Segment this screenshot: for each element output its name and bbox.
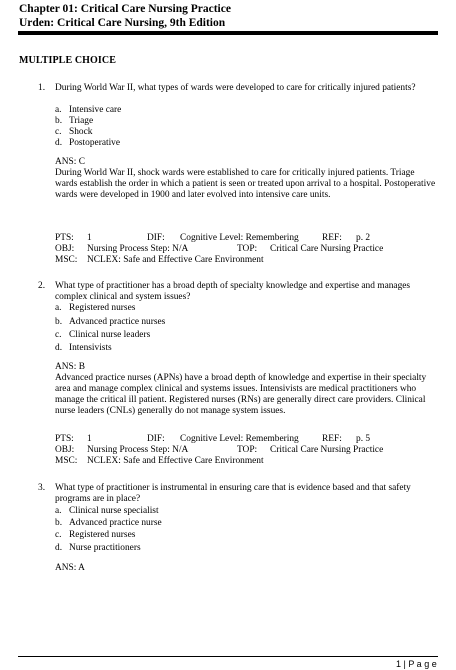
option-letter: a.	[55, 303, 62, 313]
option-text: Advanced practice nurse	[69, 518, 162, 528]
top-label: TOP:	[237, 445, 258, 455]
option-b	[55, 116, 93, 127]
ref-value: p. 5	[356, 434, 371, 444]
option-d	[55, 343, 112, 354]
question-number: 1.	[38, 83, 46, 93]
page-number: 1 | P a g e	[396, 659, 437, 669]
rationale: During World War II, shock wards were established to care for critically injured patients. Triage wards establish the order in which a patient is seen or treated upon arrival to a hospital. Postoperative wards were developed in 1900 and later evolved into intensive care units.	[55, 168, 436, 200]
ref-label: REF:	[322, 434, 342, 444]
option-c	[55, 127, 92, 138]
option-text: Clinical nurse specialist	[69, 506, 159, 516]
top-label: TOP:	[237, 244, 258, 254]
option-letter: d.	[55, 543, 63, 553]
option-text: Clinical nurse leaders	[69, 330, 151, 340]
option-letter: c.	[55, 127, 62, 137]
option-a	[55, 303, 135, 314]
ref-value: p. 2	[356, 233, 371, 243]
obj-label: OBJ:	[55, 244, 75, 254]
option-letter: c.	[55, 530, 62, 540]
ref-label: REF:	[322, 233, 342, 243]
msc-value: NCLEX: Safe and Effective Care Environment	[87, 255, 264, 265]
obj-value: Nursing Process Step: N/A	[87, 445, 189, 455]
option-letter: b.	[55, 518, 63, 528]
chapter-title: Chapter 01: Critical Care Nursing Practice	[19, 3, 231, 15]
option-letter: b.	[55, 116, 63, 126]
option-text: Postoperative	[69, 138, 121, 148]
question-stem: What type of practitioner is instrumental in ensuring care that is evidence based and that safety programs are in place?	[55, 483, 411, 504]
footer-divider	[18, 656, 438, 657]
section-heading: MULTIPLE CHOICE	[19, 55, 116, 66]
dif-label: DIF:	[147, 233, 165, 243]
option-text: Advanced practice nurses	[69, 317, 166, 327]
option-letter: d.	[55, 343, 63, 353]
option-letter: a.	[55, 105, 62, 115]
option-d	[55, 543, 141, 554]
answer: ANS: B	[55, 362, 85, 372]
obj-label: OBJ:	[55, 445, 75, 455]
option-letter: c.	[55, 330, 62, 340]
option-d	[55, 138, 120, 149]
option-text: Nurse practitioners	[69, 543, 141, 553]
option-text: Shock	[69, 127, 93, 137]
option-c	[55, 530, 135, 541]
msc-value: NCLEX: Safe and Effective Care Environment	[87, 456, 264, 466]
option-letter: a.	[55, 506, 62, 516]
option-a	[55, 105, 121, 116]
top-value: Critical Care Nursing Practice	[270, 244, 384, 254]
dif-value: Cognitive Level: Remembering	[180, 434, 299, 444]
msc-label: MSC:	[55, 255, 78, 265]
msc-label: MSC:	[55, 456, 78, 466]
option-b	[55, 518, 162, 529]
option-text: Intensive care	[69, 105, 122, 115]
option-text: Intensivists	[69, 343, 112, 353]
top-value: Critical Care Nursing Practice	[270, 445, 384, 455]
dif-value: Cognitive Level: Remembering	[180, 233, 299, 243]
question-number: 3.	[38, 483, 46, 493]
question-stem: What type of practitioner has a broad depth of specialty knowledge and expertise and manages complex clinical and system issues?	[55, 281, 411, 302]
option-a	[55, 506, 159, 517]
option-c	[55, 330, 150, 341]
pts-label: PTS:	[55, 434, 74, 444]
rationale: Advanced practice nurses (APNs) have a broad depth of knowledge and expertise in their specialty area and manage complex clinical and systems issues. Intensivists are medical practitioners who manage the critical ill patient. Registered nurses (RNs) are generally direct care providers. Clinical nurse leaders (CNLs) generally do not manage system issues.	[55, 373, 427, 416]
question-number: 2.	[38, 281, 46, 291]
answer: ANS: A	[55, 563, 85, 573]
question-stem: During World War II, what types of wards were developed to care for critically injured patients?	[55, 83, 416, 93]
option-text: Registered nurses	[69, 303, 136, 313]
option-text: Registered nurses	[69, 530, 136, 540]
obj-value: Nursing Process Step: N/A	[87, 244, 189, 254]
option-text: Triage	[69, 116, 94, 126]
answer: ANS: C	[55, 157, 85, 167]
option-letter: b.	[55, 317, 63, 327]
book-title: Urden: Critical Care Nursing, 9th Edition	[19, 17, 226, 29]
dif-label: DIF:	[147, 434, 165, 444]
option-letter: d.	[55, 138, 63, 148]
pts-value: 1	[87, 233, 92, 243]
header-divider	[18, 31, 438, 35]
option-b	[55, 317, 165, 328]
pts-value: 1	[87, 434, 92, 444]
pts-label: PTS:	[55, 233, 74, 243]
